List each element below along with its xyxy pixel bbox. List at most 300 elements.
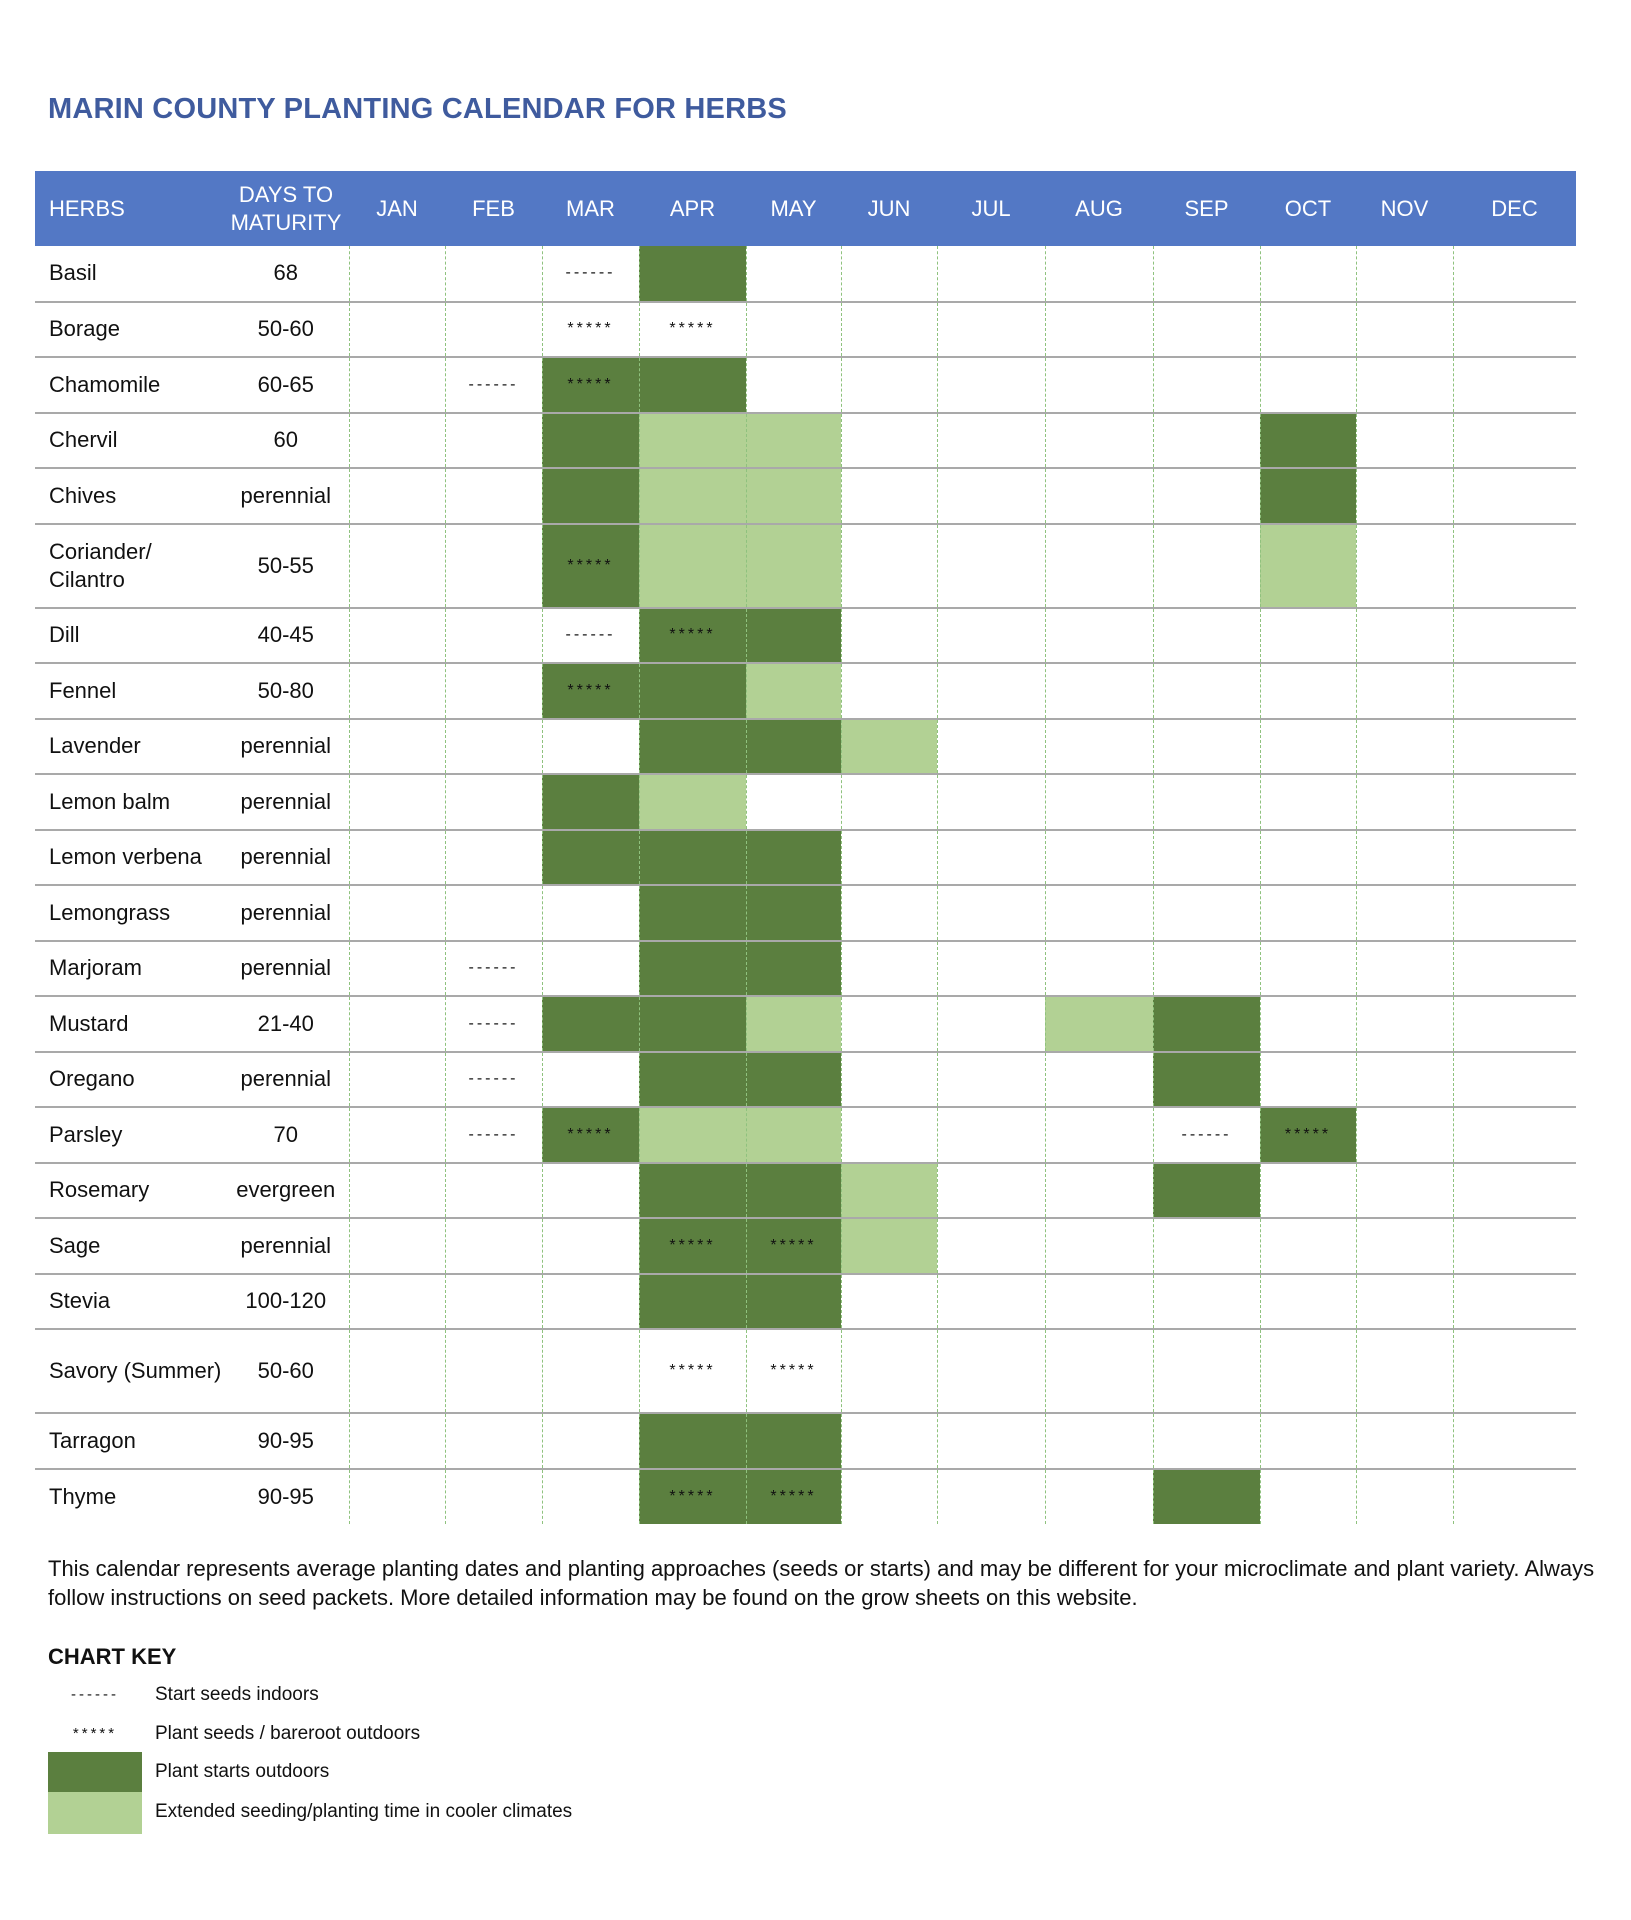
herb-name: Lemon verbena (35, 830, 223, 886)
month-cell-jul (937, 1163, 1045, 1219)
month-cell-jul (937, 246, 1045, 302)
month-cell-nov (1356, 1413, 1453, 1469)
month-cell-jan (349, 1469, 445, 1525)
month-cell-nov (1356, 1274, 1453, 1330)
month-cell-jul (937, 719, 1045, 775)
month-cell-sep (1153, 1274, 1260, 1330)
month-cell-sep (1153, 608, 1260, 664)
month-cell-feb (445, 1274, 542, 1330)
month-cell-dec (1453, 1218, 1576, 1274)
month-cell-nov (1356, 357, 1453, 413)
month-cell-nov (1356, 885, 1453, 941)
column-header-aug: AUG (1045, 171, 1153, 246)
plant-seeds-mark: ***** (669, 1487, 716, 1505)
month-cell-dec (1453, 1107, 1576, 1163)
month-cell-jul (937, 413, 1045, 469)
month-cell-jan (349, 1274, 445, 1330)
month-cell-apr (639, 885, 746, 941)
days-to-maturity: 68 (223, 246, 349, 302)
month-cell-feb (445, 774, 542, 830)
key-label: Start seeds indoors (155, 1684, 319, 1705)
month-cell-may (746, 413, 841, 469)
month-cell-jan (349, 357, 445, 413)
month-cell-jul (937, 885, 1045, 941)
herb-name: Thyme (49, 1483, 117, 1509)
month-cell-may (746, 1218, 841, 1274)
month-cell-jul (937, 996, 1045, 1052)
month-cell-apr (639, 830, 746, 886)
month-cell-mar (542, 357, 639, 413)
table-row (35, 608, 1576, 664)
month-cell-nov (1356, 1052, 1453, 1108)
month-cell-may (746, 524, 841, 608)
month-cell-jun (841, 524, 937, 608)
table-row (35, 1052, 1576, 1108)
month-cell-may (746, 468, 841, 524)
month-cell-sep (1153, 246, 1260, 302)
key-item-start-seeds-indoors (48, 1675, 648, 1715)
page-title: MARIN COUNTY PLANTING CALENDAR FOR HERBS (48, 93, 787, 125)
month-cell-mar (542, 1218, 639, 1274)
month-cell-oct (1260, 1052, 1356, 1108)
month-cell-jun (841, 774, 937, 830)
table-row (35, 1107, 1576, 1163)
month-cell-sep (1153, 1052, 1260, 1108)
month-cell-sep (1153, 719, 1260, 775)
month-cell-aug (1045, 1107, 1153, 1163)
key-item-plant-seeds-outdoors (48, 1714, 648, 1754)
month-cell-may (746, 1163, 841, 1219)
month-cell-nov (1356, 941, 1453, 997)
month-cell-jun (841, 608, 937, 664)
herb-name: Fennel (35, 663, 223, 719)
days-to-maturity: perennial (223, 468, 349, 524)
month-cell-mar (542, 996, 639, 1052)
column-header-apr: APR (639, 171, 746, 246)
month-cell-mar (542, 524, 639, 608)
column-header-feb: FEB (445, 171, 542, 246)
month-cell-oct (1260, 608, 1356, 664)
month-cell-sep (1153, 1469, 1260, 1525)
days-to-maturity: 70 (223, 1107, 349, 1163)
key-label: Extended seeding/planting time in cooler climates (155, 1801, 573, 1822)
month-cell-jan (349, 608, 445, 664)
table-row (35, 941, 1576, 997)
month-cell-oct (1260, 1274, 1356, 1330)
month-cell-oct (1260, 1163, 1356, 1219)
month-cell-apr (639, 608, 746, 664)
month-cell-jun (841, 1052, 937, 1108)
days-to-maturity: 100-120 (223, 1274, 349, 1330)
month-cell-may (746, 996, 841, 1052)
month-cell-sep (1153, 1107, 1260, 1163)
month-cell-feb (445, 830, 542, 886)
month-cell-may (746, 302, 841, 358)
table-row (35, 524, 1576, 608)
month-cell-nov (1356, 1163, 1453, 1219)
month-cell-apr (639, 1413, 746, 1469)
plant-seeds-mark: ***** (770, 1487, 817, 1505)
month-cell-aug (1045, 246, 1153, 302)
month-cell-apr (639, 1469, 746, 1525)
herb-name: Tarragon (35, 1413, 223, 1469)
month-cell-mar (542, 468, 639, 524)
month-cell-mar (542, 1163, 639, 1219)
month-cell-sep (1153, 885, 1260, 941)
month-cell-oct (1260, 302, 1356, 358)
dashes-symbol: ------ (71, 1686, 119, 1703)
month-cell-dec (1453, 246, 1576, 302)
month-cell-aug (1045, 996, 1153, 1052)
table-row (35, 663, 1576, 719)
table-row (35, 1163, 1576, 1219)
month-cell-apr (639, 996, 746, 1052)
key-label: Plant seeds / bareroot outdoors (155, 1723, 421, 1744)
month-cell-jun (841, 941, 937, 997)
herb-name: Lemon balm (35, 774, 223, 830)
month-cell-dec (1453, 1163, 1576, 1219)
column-header-herbs: HERBS (35, 171, 223, 246)
column-header-jul: JUL (937, 171, 1045, 246)
month-cell-nov (1356, 246, 1453, 302)
month-cell-may (746, 1413, 841, 1469)
days-to-maturity: perennial (223, 1052, 349, 1108)
month-cell-apr (639, 774, 746, 830)
month-cell-aug (1045, 663, 1153, 719)
month-cell-feb (445, 1107, 542, 1163)
month-cell-may (746, 830, 841, 886)
column-header-dec: DEC (1453, 171, 1576, 246)
month-cell-nov (1356, 608, 1453, 664)
month-cell-jan (349, 941, 445, 997)
plant-seeds-mark: ***** (770, 1236, 817, 1254)
days-to-maturity: 90-95 (257, 1483, 314, 1509)
light-green-swatch (48, 1792, 142, 1834)
month-cell-jan (349, 246, 445, 302)
herb-name: Lavender (35, 719, 223, 775)
month-cell-may (746, 663, 841, 719)
plant-seeds-mark: ***** (669, 1362, 716, 1379)
days-to-maturity: evergreen (223, 1163, 349, 1219)
month-cell-feb (445, 996, 542, 1052)
days-to-maturity: perennial (223, 885, 349, 941)
month-cell-oct (1260, 1107, 1356, 1163)
month-cell-feb (445, 885, 542, 941)
month-cell-aug (1045, 1052, 1153, 1108)
month-cell-sep (1153, 830, 1260, 886)
month-cell-aug (1045, 774, 1153, 830)
month-cell-apr (639, 524, 746, 608)
plant-seeds-mark: ***** (567, 320, 614, 338)
table-row (35, 719, 1576, 775)
month-cell-mar (542, 1329, 639, 1413)
month-cell-apr (639, 413, 746, 469)
month-cell-aug (1045, 468, 1153, 524)
month-cell-jan (349, 1052, 445, 1108)
month-cell-jul (937, 830, 1045, 886)
month-cell-may (746, 1329, 841, 1413)
start-indoors-mark: ------ (468, 1070, 519, 1088)
month-cell-jan (349, 524, 445, 608)
month-cell-aug (1045, 830, 1153, 886)
start-indoors-mark: ------ (468, 1125, 519, 1143)
month-cell-oct (1260, 413, 1356, 469)
month-cell-dec (1453, 885, 1576, 941)
month-cell-jul (937, 1329, 1045, 1413)
month-cell-mar (542, 663, 639, 719)
herb-name: Sage (35, 1218, 223, 1274)
month-cell-jan (349, 1107, 445, 1163)
calendar-body (35, 246, 1576, 1524)
month-cell-mar (542, 1052, 639, 1108)
month-cell-sep (1153, 1218, 1260, 1274)
month-cell-jul (937, 608, 1045, 664)
month-cell-sep (1153, 302, 1260, 358)
month-cell-jun (841, 246, 937, 302)
month-cell-apr (639, 1329, 746, 1413)
month-cell-feb (445, 608, 542, 664)
key-item-plant-starts-outdoors (48, 1752, 648, 1792)
month-cell-sep (1153, 774, 1260, 830)
herb-name: Savory (Summer) (35, 1329, 223, 1413)
start-indoors-mark: ------ (468, 375, 519, 393)
month-cell-aug (1045, 719, 1153, 775)
month-cell-oct (1260, 1413, 1356, 1469)
month-cell-jun (841, 302, 937, 358)
month-cell-jun (841, 1107, 937, 1163)
month-cell-jan (349, 830, 445, 886)
month-cell-dec (1453, 830, 1576, 886)
month-cell-dec (1453, 524, 1576, 608)
month-cell-oct (1260, 941, 1356, 997)
month-cell-nov (1356, 524, 1453, 608)
table-row (35, 1218, 1576, 1274)
month-cell-nov (1356, 1329, 1453, 1413)
month-cell-mar (542, 413, 639, 469)
month-cell-jan (349, 1329, 445, 1413)
asterisks-symbol: ***** (72, 1725, 118, 1742)
month-cell-aug (1045, 1218, 1153, 1274)
month-cell-jun (841, 1413, 937, 1469)
table-row (35, 413, 1576, 469)
days-to-maturity: perennial (223, 774, 349, 830)
herb-name: Borage (35, 302, 223, 358)
month-cell-dec (1453, 468, 1576, 524)
month-cell-jan (349, 413, 445, 469)
month-cell-aug (1045, 302, 1153, 358)
table-row (35, 357, 1576, 413)
month-cell-may (746, 357, 841, 413)
days-to-maturity: perennial (223, 1218, 349, 1274)
month-cell-jun (841, 1163, 937, 1219)
month-cell-dec (1453, 1469, 1576, 1525)
month-cell-aug (1045, 885, 1153, 941)
month-cell-feb (445, 1329, 542, 1413)
month-cell-jul (937, 774, 1045, 830)
month-cell-oct (1260, 719, 1356, 775)
month-cell-sep (1153, 357, 1260, 413)
month-cell-aug (1045, 357, 1153, 413)
month-cell-apr (639, 1163, 746, 1219)
month-cell-jan (349, 719, 445, 775)
month-cell-nov (1356, 1107, 1453, 1163)
table-row (35, 996, 1576, 1052)
month-cell-jul (937, 1107, 1045, 1163)
month-cell-may (746, 1469, 841, 1525)
plant-seeds-mark: ***** (567, 556, 614, 574)
table-row (35, 830, 1576, 886)
month-cell-oct (1260, 1469, 1356, 1525)
month-cell-dec (1453, 663, 1576, 719)
month-cell-oct (1260, 663, 1356, 719)
month-cell-apr (639, 302, 746, 358)
month-cell-oct (1260, 885, 1356, 941)
month-cell-jun (841, 663, 937, 719)
month-cell-feb (445, 1413, 542, 1469)
month-cell-dec (1453, 1413, 1576, 1469)
start-indoors-mark: ------ (565, 626, 616, 644)
herb-name: Parsley (35, 1107, 223, 1163)
month-cell-sep (1153, 1413, 1260, 1469)
column-header-jan: JAN (349, 171, 445, 246)
month-cell-jul (937, 357, 1045, 413)
table-row (35, 885, 1576, 941)
month-cell-dec (1453, 302, 1576, 358)
month-cell-dec (1453, 357, 1576, 413)
month-cell-jan (349, 1218, 445, 1274)
column-header-days-to-maturity: DAYS TO MATURITY (223, 171, 349, 246)
table-row (35, 468, 1576, 524)
start-indoors-mark: ------ (468, 1014, 519, 1032)
month-cell-jun (841, 719, 937, 775)
month-cell-mar (542, 830, 639, 886)
herb-name: Chervil (35, 413, 223, 469)
month-cell-apr (639, 1274, 746, 1330)
month-cell-may (746, 941, 841, 997)
month-cell-oct (1260, 1329, 1356, 1413)
month-cell-apr (639, 468, 746, 524)
herb-name: Rosemary (35, 1163, 223, 1219)
month-cell-mar (542, 1107, 639, 1163)
month-cell-dec (1453, 941, 1576, 997)
month-cell-nov (1356, 1218, 1453, 1274)
month-cell-feb (445, 524, 542, 608)
month-cell-jul (937, 663, 1045, 719)
start-indoors-mark: ------ (468, 959, 519, 977)
days-to-maturity: perennial (223, 719, 349, 775)
column-header-nov: NOV (1356, 171, 1453, 246)
month-cell-may (746, 885, 841, 941)
plant-seeds-mark: ***** (1284, 1125, 1332, 1143)
month-cell-mar (542, 885, 639, 941)
month-cell-may (746, 719, 841, 775)
month-cell-feb (445, 1052, 542, 1108)
plant-seeds-mark: ***** (567, 681, 614, 699)
table-row (35, 1413, 1576, 1469)
start-indoors-mark: ------ (1181, 1125, 1232, 1143)
month-cell-may (746, 1107, 841, 1163)
month-cell-sep (1153, 941, 1260, 997)
month-cell-aug (1045, 413, 1153, 469)
plant-seeds-mark: ***** (669, 1236, 716, 1254)
month-cell-aug (1045, 1469, 1153, 1525)
month-cell-jan (349, 302, 445, 358)
month-cell-nov (1356, 774, 1453, 830)
month-cell-feb (445, 663, 542, 719)
month-cell-sep (1153, 1163, 1260, 1219)
month-cell-jan (349, 885, 445, 941)
month-cell-apr (639, 941, 746, 997)
table-row (35, 1274, 1576, 1330)
month-cell-jan (349, 468, 445, 524)
month-cell-feb (445, 719, 542, 775)
month-cell-sep (1153, 1329, 1260, 1413)
days-to-maturity: 50-55 (223, 524, 349, 608)
month-cell-may (746, 1052, 841, 1108)
month-cell-jan (349, 774, 445, 830)
herb-name: Mustard (35, 996, 223, 1052)
month-cell-nov (1356, 302, 1453, 358)
month-cell-aug (1045, 524, 1153, 608)
month-cell-jul (937, 1469, 1045, 1525)
month-cell-nov (1356, 1469, 1453, 1525)
month-cell-feb (445, 1163, 542, 1219)
month-cell-jul (937, 302, 1045, 358)
month-cell-apr (639, 357, 746, 413)
month-cell-may (746, 1274, 841, 1330)
table-row (35, 1469, 1576, 1525)
month-cell-oct (1260, 246, 1356, 302)
month-cell-apr (639, 719, 746, 775)
month-cell-jul (937, 1218, 1045, 1274)
month-cell-may (746, 774, 841, 830)
key-item-extended-time (48, 1792, 648, 1832)
month-cell-mar (542, 246, 639, 302)
month-cell-oct (1260, 524, 1356, 608)
month-cell-feb (445, 302, 542, 358)
chart-key-title: CHART KEY (48, 1644, 177, 1669)
dark-green-swatch (48, 1752, 142, 1792)
start-indoors-mark: ------ (565, 264, 616, 282)
month-cell-jan (349, 1163, 445, 1219)
month-cell-oct (1260, 996, 1356, 1052)
month-cell-may (746, 608, 841, 664)
month-cell-jun (841, 1329, 937, 1413)
column-header-jun: JUN (841, 171, 937, 246)
month-cell-dec (1453, 996, 1576, 1052)
herb-name: Lemongrass (35, 885, 223, 941)
month-cell-jul (937, 1413, 1045, 1469)
month-cell-mar (542, 774, 639, 830)
column-header-may: MAY (746, 171, 841, 246)
month-cell-sep (1153, 468, 1260, 524)
month-cell-oct (1260, 357, 1356, 413)
month-cell-jun (841, 468, 937, 524)
key-label: Plant starts outdoors (155, 1761, 330, 1782)
month-cell-jul (937, 1274, 1045, 1330)
month-cell-jan (349, 1413, 445, 1469)
month-cell-jul (937, 468, 1045, 524)
month-cell-aug (1045, 941, 1153, 997)
days-to-maturity: perennial (223, 941, 349, 997)
days-to-maturity: 60-65 (223, 357, 349, 413)
month-cell-sep (1153, 663, 1260, 719)
header-row (35, 171, 1576, 246)
month-cell-oct (1260, 1218, 1356, 1274)
month-cell-dec (1453, 1274, 1576, 1330)
plant-seeds-mark: ***** (770, 1362, 817, 1379)
days-to-maturity: 50-60 (223, 1329, 349, 1413)
